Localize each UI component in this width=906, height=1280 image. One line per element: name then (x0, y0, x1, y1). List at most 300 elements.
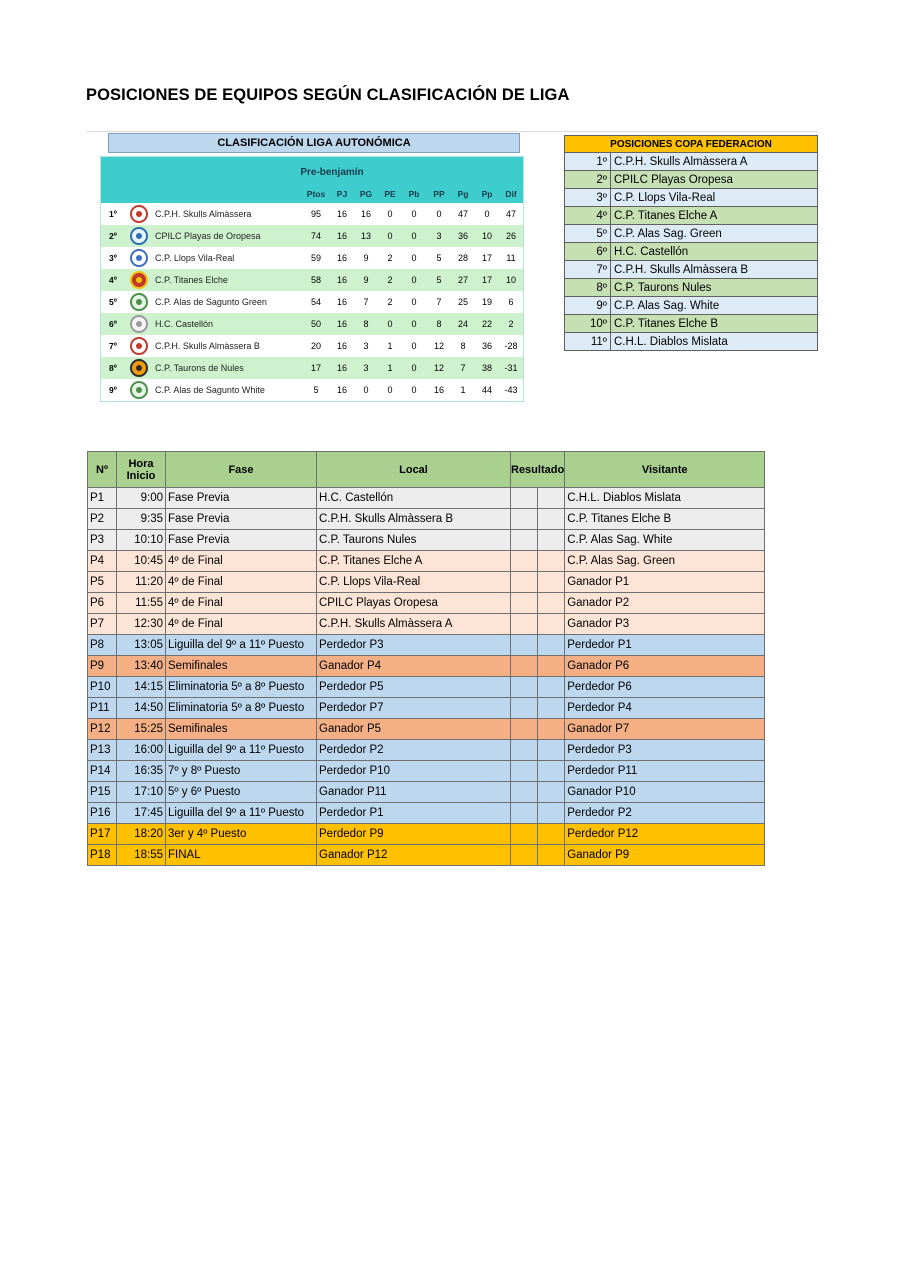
match-phase: 5º y 6º Puesto (166, 782, 317, 803)
league-position: 4º (109, 275, 117, 285)
match-time: 16:35 (117, 761, 166, 782)
match-number: P16 (88, 803, 117, 824)
score-local[interactable] (511, 593, 538, 614)
stat-pg: 9 (363, 275, 369, 285)
match-time: 18:55 (117, 845, 166, 866)
stat-pp: 12 (433, 341, 444, 351)
header-resultado: Resultado (511, 452, 565, 488)
stat-dif: 47 (505, 209, 516, 219)
stat-dif: 6 (508, 297, 514, 307)
stat-pp: 7 (436, 297, 442, 307)
stat-ptos: 17 (310, 363, 321, 373)
match-number: P8 (88, 635, 117, 656)
federation-row (565, 207, 818, 225)
schedule-row (88, 488, 765, 509)
league-row (101, 291, 523, 313)
stat-pj: 16 (336, 275, 347, 285)
match-time: 10:45 (117, 551, 166, 572)
stat-pe: 0 (387, 209, 393, 219)
page-title: POSICIONES DE EQUIPOS SEGÚN CLASIFICACIÓN DE LIGA (86, 86, 570, 104)
stat-dif: -31 (504, 363, 518, 373)
stat-pg: 24 (457, 319, 468, 329)
stat-header-pe: PE (384, 189, 396, 199)
match-time: 11:55 (117, 593, 166, 614)
league-team-name: C.P. Alas de Sagunto Green (155, 297, 267, 307)
match-number: P3 (88, 530, 117, 551)
match-local: C.P. Titanes Elche A (317, 551, 511, 572)
match-visitante: Ganador P3 (565, 614, 765, 635)
match-number: P14 (88, 761, 117, 782)
stat-pb: 0 (411, 341, 417, 351)
match-phase: 4º de Final (166, 572, 317, 593)
match-number: P17 (88, 824, 117, 845)
match-phase: 4º de Final (166, 614, 317, 635)
federation-team: C.P.H. Skulls Almàssera B (611, 261, 818, 279)
stat-pp: 17 (481, 275, 492, 285)
match-number: P18 (88, 845, 117, 866)
federation-position: 1º (565, 153, 611, 171)
match-visitante: Ganador P9 (565, 845, 765, 866)
header-number: Nº (88, 452, 117, 488)
score-visitante[interactable] (538, 740, 565, 761)
stat-pg: 3 (363, 341, 369, 351)
stat-pj: 16 (336, 385, 347, 395)
score-local[interactable] (511, 572, 538, 593)
stat-pj: 16 (336, 297, 347, 307)
score-visitante[interactable] (538, 593, 565, 614)
match-number: P4 (88, 551, 117, 572)
score-local[interactable] (511, 698, 538, 719)
league-category: Pre-benjamín (300, 167, 364, 178)
federation-row (565, 279, 818, 297)
schedule-row (88, 698, 765, 719)
league-team-name: C.P. Llops Vila-Real (155, 253, 235, 263)
match-local: H.C. Castellón (317, 488, 511, 509)
match-local: C.P. Llops Vila-Real (317, 572, 511, 593)
schedule-row (88, 572, 765, 593)
match-time: 11:20 (117, 572, 166, 593)
stat-ptos: 95 (310, 209, 321, 219)
federation-position: 11º (565, 333, 611, 351)
stat-dif: 2 (508, 319, 514, 329)
federation-row (565, 333, 818, 351)
match-visitante: Ganador P1 (565, 572, 765, 593)
federation-row (565, 225, 818, 243)
stat-pj: 16 (336, 319, 347, 329)
score-visitante[interactable] (538, 803, 565, 824)
league-team-name: C.P. Titanes Elche (155, 275, 228, 285)
match-number: P12 (88, 719, 117, 740)
stat-pp: 8 (436, 319, 442, 329)
match-visitante: Ganador P2 (565, 593, 765, 614)
federation-position: 4º (565, 207, 611, 225)
stat-pj: 16 (336, 209, 347, 219)
stat-pp: 36 (481, 341, 492, 351)
federation-team: C.P. Titanes Elche A (611, 207, 818, 225)
stat-pb: 0 (411, 275, 417, 285)
match-local: Perdedor P10 (317, 761, 511, 782)
score-visitante[interactable] (538, 824, 565, 845)
match-local: Ganador P12 (317, 845, 511, 866)
league-team-name: C.P.H. Skulls Almàssera (155, 209, 252, 219)
federation-row (565, 315, 818, 333)
stat-pb: 0 (411, 297, 417, 307)
stat-pg: 28 (457, 253, 468, 263)
match-number: P5 (88, 572, 117, 593)
stat-pp: 16 (433, 385, 444, 395)
score-local[interactable] (511, 782, 538, 803)
stat-pe: 1 (387, 341, 393, 351)
stat-pg: 3 (363, 363, 369, 373)
match-time: 10:10 (117, 530, 166, 551)
match-time: 17:10 (117, 782, 166, 803)
stat-pp: 0 (436, 209, 442, 219)
stat-pg: 9 (363, 253, 369, 263)
castellon-logo-icon (128, 315, 150, 333)
match-local: CPILC Playas Oropesa (317, 593, 511, 614)
federation-row (565, 189, 818, 207)
federation-team: C.P.H. Skulls Almàssera A (611, 153, 818, 171)
league-position: 1º (109, 209, 117, 219)
stat-pg: 47 (457, 209, 468, 219)
schedule-table (87, 451, 765, 866)
schedule-row (88, 656, 765, 677)
score-visitante[interactable] (538, 656, 565, 677)
schedule-row (88, 740, 765, 761)
schedule-row (88, 593, 765, 614)
match-time: 12:30 (117, 614, 166, 635)
match-visitante: Perdedor P2 (565, 803, 765, 824)
federation-row (565, 297, 818, 315)
league-row (101, 357, 523, 379)
match-number: P6 (88, 593, 117, 614)
match-number: P11 (88, 698, 117, 719)
league-row (101, 379, 523, 401)
league-row (101, 203, 523, 225)
federation-position: 3º (565, 189, 611, 207)
schedule-row (88, 719, 765, 740)
federation-position: 6º (565, 243, 611, 261)
federation-team: C.P. Alas Sag. Green (611, 225, 818, 243)
score-visitante[interactable] (538, 488, 565, 509)
schedule-row (88, 614, 765, 635)
stat-pp: 5 (436, 275, 442, 285)
match-time: 18:20 (117, 824, 166, 845)
divider (86, 131, 818, 132)
stat-ptos: 5 (313, 385, 319, 395)
score-local[interactable] (511, 740, 538, 761)
stat-pg: 16 (360, 209, 371, 219)
stat-pg: 0 (363, 385, 369, 395)
federation-team: C.P. Llops Vila-Real (611, 189, 818, 207)
stat-pg: 36 (457, 231, 468, 241)
stat-pe: 0 (387, 319, 393, 329)
league-row (101, 269, 523, 291)
score-local[interactable] (511, 677, 538, 698)
score-local[interactable] (511, 635, 538, 656)
match-phase: FINAL (166, 845, 317, 866)
match-time: 16:00 (117, 740, 166, 761)
stat-header-pp: Pp (481, 189, 493, 199)
federation-row (565, 261, 818, 279)
score-local[interactable] (511, 614, 538, 635)
league-team-name: CPILC Playas de Oropesa (155, 231, 261, 241)
match-local: C.P.H. Skulls Almàssera B (317, 509, 511, 530)
stat-pp: 38 (481, 363, 492, 373)
score-local[interactable] (511, 761, 538, 782)
score-local[interactable] (511, 530, 538, 551)
titan-logo-icon (128, 271, 150, 289)
score-visitante[interactable] (538, 509, 565, 530)
stat-pg: 7 (460, 363, 466, 373)
stat-ptos: 20 (310, 341, 321, 351)
score-local[interactable] (511, 509, 538, 530)
match-phase: Semifinales (166, 719, 317, 740)
league-team-name: C.P. Alas de Sagunto White (155, 385, 265, 395)
skull-logo-icon (128, 205, 150, 223)
score-local[interactable] (511, 488, 538, 509)
match-visitante: Perdedor P12 (565, 824, 765, 845)
match-time: 9:35 (117, 509, 166, 530)
stat-pp: 19 (481, 297, 492, 307)
match-number: P10 (88, 677, 117, 698)
league-team-name: C.P. Taurons de Nules (155, 363, 244, 373)
stat-pg: 7 (363, 297, 369, 307)
federation-position: 7º (565, 261, 611, 279)
match-phase: Liguilla del 9º a 11º Puesto (166, 803, 317, 824)
match-local: Perdedor P3 (317, 635, 511, 656)
federation-team: C.P. Titanes Elche B (611, 315, 818, 333)
stat-pj: 16 (336, 363, 347, 373)
league-position: 3º (109, 253, 117, 263)
stat-pg: 1 (460, 385, 466, 395)
stat-header-pb: Pb (408, 189, 420, 199)
federation-team: CPILC Playas Oropesa (611, 171, 818, 189)
wings-logo-icon (128, 381, 150, 399)
federation-team: C.P. Alas Sag. White (611, 297, 818, 315)
score-visitante[interactable] (538, 614, 565, 635)
stat-pp: 3 (436, 231, 442, 241)
score-local[interactable] (511, 824, 538, 845)
score-visitante[interactable] (538, 719, 565, 740)
match-time: 17:45 (117, 803, 166, 824)
score-visitante[interactable] (538, 761, 565, 782)
stat-pe: 0 (387, 231, 393, 241)
stat-pj: 16 (336, 231, 347, 241)
stat-header-ptos: Ptos (306, 189, 326, 199)
stat-dif: 11 (506, 253, 516, 263)
match-local: Perdedor P1 (317, 803, 511, 824)
stat-pb: 0 (411, 385, 417, 395)
score-visitante[interactable] (538, 635, 565, 656)
stat-pp: 0 (484, 209, 490, 219)
stat-pp: 22 (481, 319, 492, 329)
stat-dif: -43 (504, 385, 518, 395)
match-visitante: C.P. Alas Sag. Green (565, 551, 765, 572)
match-local: Perdedor P2 (317, 740, 511, 761)
schedule-row (88, 782, 765, 803)
federation-title: POSICIONES COPA FEDERACION (565, 136, 818, 153)
league-position: 7º (109, 341, 117, 351)
stat-pg: 13 (360, 231, 371, 241)
wave-logo-icon (128, 227, 150, 245)
stat-pe: 2 (387, 275, 393, 285)
match-visitante: Ganador P7 (565, 719, 765, 740)
federation-position: 9º (565, 297, 611, 315)
league-row (101, 313, 523, 335)
federation-table (564, 135, 818, 351)
match-number: P1 (88, 488, 117, 509)
match-visitante: Perdedor P6 (565, 677, 765, 698)
stat-pp: 17 (481, 253, 492, 263)
schedule-row (88, 824, 765, 845)
match-visitante: Perdedor P11 (565, 761, 765, 782)
match-phase: 7º y 8º Puesto (166, 761, 317, 782)
stat-pp: 44 (481, 385, 492, 395)
score-local[interactable] (511, 719, 538, 740)
wings-logo-icon (128, 293, 150, 311)
stat-header-pp: PP (433, 189, 445, 199)
league-row (101, 247, 523, 269)
stat-header-pj: PJ (336, 189, 348, 199)
stat-pb: 0 (411, 231, 417, 241)
match-time: 14:50 (117, 698, 166, 719)
federation-row (565, 243, 818, 261)
schedule-row (88, 551, 765, 572)
schedule-row (88, 635, 765, 656)
stat-pb: 0 (411, 209, 417, 219)
score-visitante[interactable] (538, 530, 565, 551)
score-visitante[interactable] (538, 845, 565, 866)
shark-logo-icon (128, 359, 150, 377)
league-position: 9º (109, 385, 117, 395)
header-local: Local (317, 452, 511, 488)
match-phase: 3er y 4º Puesto (166, 824, 317, 845)
score-local[interactable] (511, 803, 538, 824)
stat-pp: 10 (481, 231, 492, 241)
league-panel (100, 156, 524, 402)
league-position: 5º (109, 297, 117, 307)
stat-dif: -28 (504, 341, 518, 351)
stat-ptos: 74 (310, 231, 321, 241)
stat-pe: 1 (387, 363, 393, 373)
match-visitante: C.H.L. Diablos Mislata (565, 488, 765, 509)
federation-position: 10º (565, 315, 611, 333)
stat-pj: 16 (336, 341, 347, 351)
match-visitante: C.P. Titanes Elche B (565, 509, 765, 530)
stat-pe: 2 (387, 253, 393, 263)
federation-position: 5º (565, 225, 611, 243)
schedule-row (88, 530, 765, 551)
stat-pb: 0 (411, 363, 417, 373)
match-phase: Fase Previa (166, 488, 317, 509)
federation-row (565, 153, 818, 171)
match-local: Perdedor P7 (317, 698, 511, 719)
stat-dif: 10 (505, 275, 516, 285)
match-number: P13 (88, 740, 117, 761)
stat-ptos: 58 (310, 275, 321, 285)
schedule-row (88, 803, 765, 824)
match-phase: Eliminatoria 5º a 8º Puesto (166, 698, 317, 719)
league-row (101, 225, 523, 247)
header-fase: Fase (166, 452, 317, 488)
stat-ptos: 50 (310, 319, 321, 329)
match-visitante: Ganador P6 (565, 656, 765, 677)
league-title: CLASIFICACIÓN LIGA AUTONÓMICA (108, 133, 520, 153)
match-phase: Fase Previa (166, 509, 317, 530)
match-time: 15:25 (117, 719, 166, 740)
stat-pb: 0 (411, 319, 417, 329)
score-local[interactable] (511, 656, 538, 677)
federation-position: 8º (565, 279, 611, 297)
match-local: C.P.H. Skulls Almàssera A (317, 614, 511, 635)
league-position: 8º (109, 363, 117, 373)
federation-team: C.P. Taurons Nules (611, 279, 818, 297)
score-visitante[interactable] (538, 677, 565, 698)
score-local[interactable] (511, 845, 538, 866)
stat-header-pg: PG (359, 189, 373, 199)
match-local: Perdedor P5 (317, 677, 511, 698)
match-phase: 4º de Final (166, 551, 317, 572)
stat-ptos: 54 (310, 297, 321, 307)
schedule-row (88, 677, 765, 698)
stat-pg: 25 (457, 297, 468, 307)
match-time: 14:15 (117, 677, 166, 698)
match-visitante: Perdedor P1 (565, 635, 765, 656)
match-local: Ganador P11 (317, 782, 511, 803)
header-visitante: Visitante (565, 452, 765, 488)
header-hora-line2: Inicio (126, 469, 156, 482)
skull-logo-icon (128, 337, 150, 355)
stat-pp: 12 (433, 363, 444, 373)
score-visitante[interactable] (538, 782, 565, 803)
score-local[interactable] (511, 551, 538, 572)
stat-pe: 2 (387, 297, 393, 307)
league-team-name: H.C. Castellón (155, 319, 214, 329)
federation-row (565, 171, 818, 189)
match-time: 13:05 (117, 635, 166, 656)
federation-team: H.C. Castellón (611, 243, 818, 261)
match-number: P7 (88, 614, 117, 635)
match-number: P15 (88, 782, 117, 803)
wolf-logo-icon (128, 249, 150, 267)
match-local: C.P. Taurons Nules (317, 530, 511, 551)
schedule-row (88, 761, 765, 782)
league-position: 2º (109, 231, 117, 241)
league-team-name: C.P.H. Skulls Almàssera B (155, 341, 260, 351)
match-phase: Liguilla del 9º a 11º Puesto (166, 740, 317, 761)
match-visitante: C.P. Alas Sag. White (565, 530, 765, 551)
league-position: 6º (109, 319, 117, 329)
league-row (101, 335, 523, 357)
score-visitante[interactable] (538, 551, 565, 572)
match-phase: Semifinales (166, 656, 317, 677)
match-visitante: Perdedor P4 (565, 698, 765, 719)
stat-pg: 27 (457, 275, 468, 285)
federation-position: 2º (565, 171, 611, 189)
header-hora-line1: Hora (128, 457, 154, 470)
match-visitante: Ganador P10 (565, 782, 765, 803)
match-local: Ganador P4 (317, 656, 511, 677)
match-phase: Fase Previa (166, 530, 317, 551)
match-number: P2 (88, 509, 117, 530)
stat-dif: 26 (505, 231, 516, 241)
score-visitante[interactable] (538, 698, 565, 719)
match-time: 13:40 (117, 656, 166, 677)
match-local: Perdedor P9 (317, 824, 511, 845)
score-visitante[interactable] (538, 572, 565, 593)
schedule-row (88, 845, 765, 866)
